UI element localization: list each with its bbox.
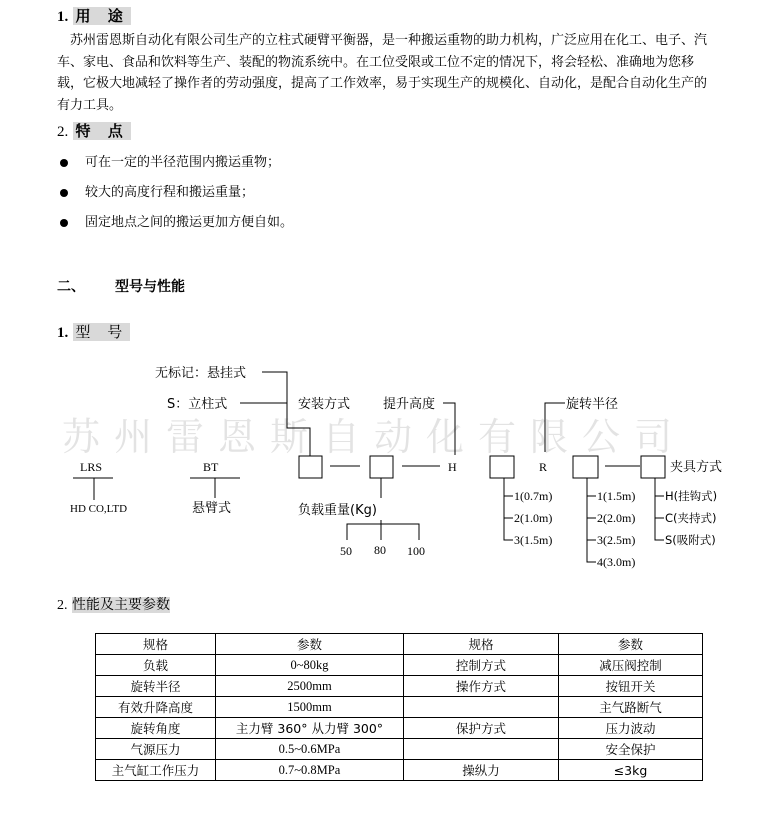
height-option: 3(1.5m) [514,533,553,547]
height-option: 1(0.7m) [514,489,553,503]
load-option: 80 [374,543,386,557]
cell: 旋转角度 [96,718,216,739]
cell: 2500mm [216,676,404,697]
column-header: 规格 [96,634,216,655]
cell: 气源压力 [96,739,216,760]
table-row [96,739,703,760]
chapter-title: 型号与性能 [115,279,185,295]
load-option: 50 [340,544,352,558]
heading-title: 用 途 [75,7,129,25]
section-heading-params [57,594,170,614]
cell: 保护方式 [404,718,559,739]
feature-text: 可在一定的半径范围内搬运重物； [85,155,281,170]
watermark: 苏州雷恩斯自动化有限公司 [62,415,687,459]
column-header: 规格 [404,634,559,655]
label-clamp: 夹具方式 [670,460,723,475]
heading-number: 2. [57,598,68,613]
column-header: 参数 [559,634,703,655]
label-load: 负载重量(Kg) [298,503,377,518]
table-row [96,676,703,697]
clamp-option: C(夹持式) [665,511,717,525]
heading-title: 特 点 [75,122,129,140]
cell: 0~80kg [216,655,404,676]
cell: 操纵力 [404,760,559,781]
label-install: 安装方式 [298,397,351,412]
feature-text: 固定地点之间的搬运更加方便自如。 [85,215,294,230]
label-no-mark: 无标记：悬挂式 [155,366,247,381]
cell: 安全保护 [559,739,703,760]
clamp-box [641,456,665,478]
label-hd: HD CO,LTD [70,503,128,515]
params-table [95,633,703,781]
cell: ≤3kg [559,760,703,781]
cell: 按钮开关 [559,676,703,697]
table-row [96,697,703,718]
radius-option: 2(2.0m) [597,511,636,525]
cell: 0.5~0.6MPa [216,739,404,760]
height-box [490,456,514,478]
heading-title: 性能及主要参数 [71,597,170,613]
label-bt: BT [203,460,219,474]
label-cantilever: 悬臂式 [192,501,232,516]
cell [404,739,559,760]
column-header: 参数 [216,634,404,655]
heading-number: 1. [57,9,69,25]
usage-paragraph: 苏州雷恩斯自动化有限公司生产的立柱式硬臂平衡器，是一种搬运重物的助力机构，广泛应用在化工、电子、汽车、家电、食品和饮料等生产、装配的物流系统中。在工位受限或工位不定的情况下，将会轻松、准确地为您移载，它极大地减轻了操作者的劳动强度，提高了工作效率，易于实现生产的规模化、自动化，是配合自动化生产的有力工具。 [57,33,708,113]
heading-number: 2. [57,124,69,140]
clamp-option: S(吸附式) [665,533,716,547]
label-r: R [539,460,548,474]
label-h: H [448,460,457,474]
heading-number: 1. [57,325,69,341]
cell: 减压阀控制 [559,655,703,676]
cell: 压力波动 [559,718,703,739]
cell: 0.7~0.8MPa [216,760,404,781]
cell: 旋转半径 [96,676,216,697]
height-option: 2(1.0m) [514,511,553,525]
label-rotate-radius: 旋转半径 [566,397,619,412]
cell: 负载 [96,655,216,676]
label-s-column: S：立柱式 [167,397,228,412]
cell: 控制方式 [404,655,559,676]
cell: 主气缸工作压力 [96,760,216,781]
clamp-option: H(挂钩式) [665,489,718,503]
cell: 主力臂 360° 从力臂 300° [216,718,404,739]
radius-option: 4(3.0m) [597,555,636,569]
load-box [370,456,393,478]
table-row [96,718,703,739]
table-header-row [96,634,703,655]
radius-option: 1(1.5m) [597,489,636,503]
table-row [96,760,703,781]
cell [404,697,559,718]
cell: 主气路断气 [559,697,703,718]
heading-title: 型 号 [75,323,129,341]
radius-option: 3(2.5m) [597,533,636,547]
cell: 有效升降高度 [96,697,216,718]
cell: 操作方式 [404,676,559,697]
cell: 1500mm [216,697,404,718]
load-option: 100 [407,544,425,558]
label-lift-height: 提升高度 [383,397,436,412]
chapter-number: 二、 [57,279,85,295]
radius-box [573,456,598,478]
label-lrs: LRS [80,460,103,474]
install-box [299,456,322,478]
table-row [96,655,703,676]
feature-text: 较大的高度行程和搬运重量； [85,185,255,200]
